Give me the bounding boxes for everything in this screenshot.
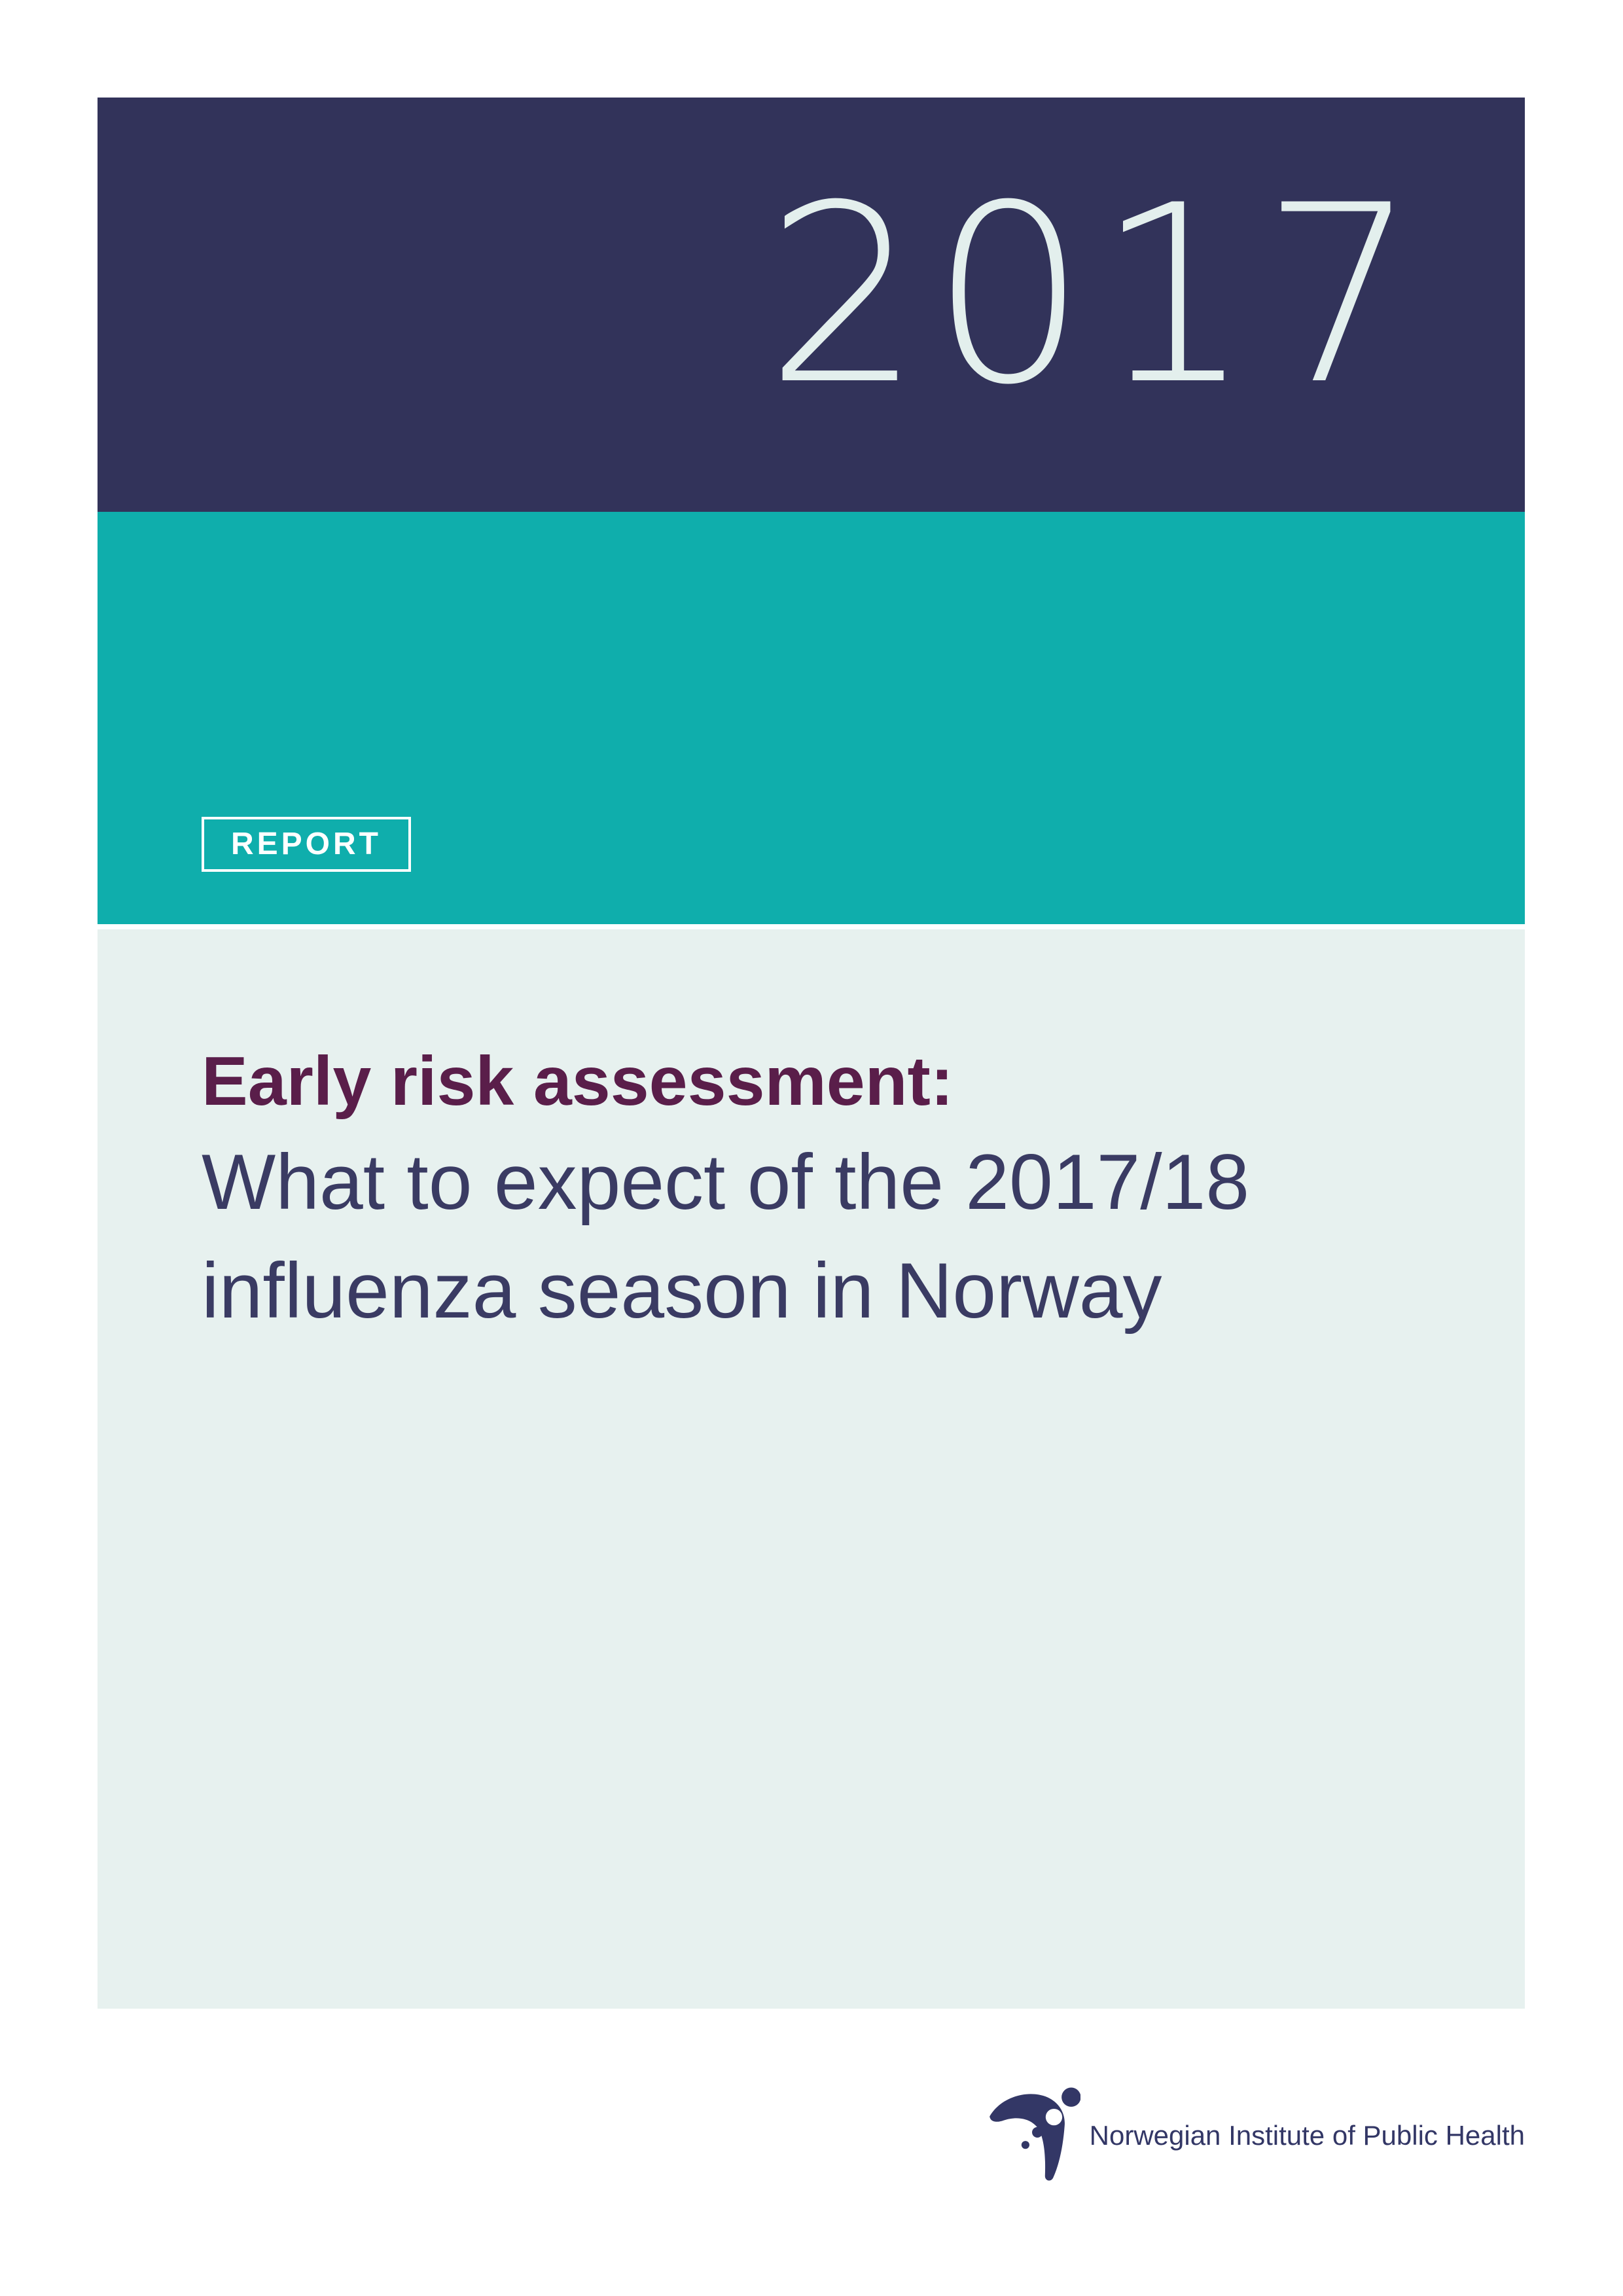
report-badge — [202, 817, 411, 872]
title-kicker: Early risk assessment: — [202, 1043, 954, 1120]
fhi-figure-logo-icon — [981, 2086, 1080, 2185]
teal-band — [98, 512, 1525, 924]
report-badge-label: REPORT — [230, 827, 382, 861]
title-section — [98, 929, 1525, 2009]
main-title — [202, 1128, 1249, 1345]
cover-year: 2017 — [765, 153, 1427, 439]
main-title-line2: influenza season in Norway — [202, 1247, 1162, 1335]
organization-name: Norwegian Institute of Public Health — [1089, 2119, 1525, 2151]
publisher-logo — [981, 2085, 1525, 2186]
top-navy-band — [98, 98, 1525, 512]
main-title-line1: What to expect of the 2017/18 — [202, 1138, 1250, 1226]
